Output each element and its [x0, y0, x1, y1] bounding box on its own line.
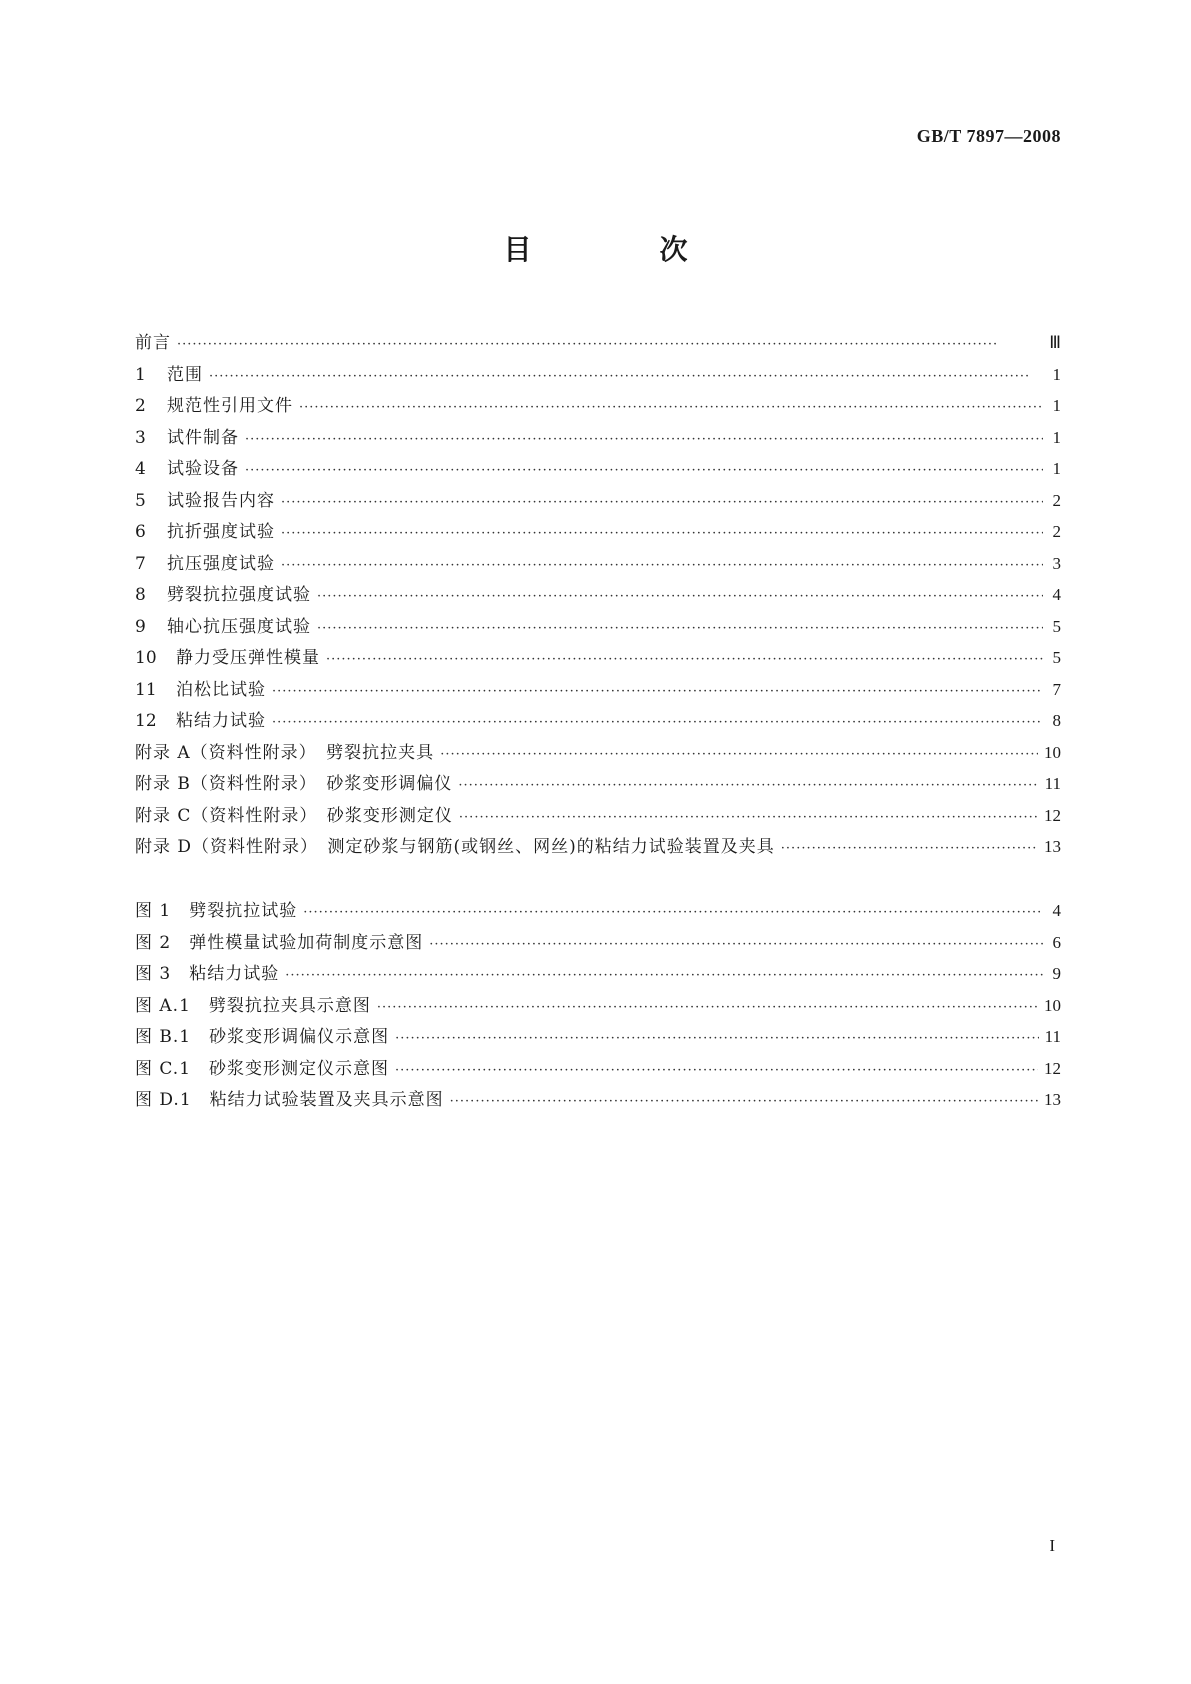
page-title: 目 次: [503, 233, 738, 266]
figure-entry[interactable]: [135, 990, 1061, 1022]
toc-entry-page: 8: [1052, 711, 1061, 730]
dot-leader: [281, 550, 1043, 582]
toc-entry-title: 试件制备: [167, 427, 239, 448]
toc-entry[interactable]: [135, 453, 1061, 485]
toc-entry-page: 4: [1052, 901, 1061, 920]
toc-entry-page: 9: [1052, 964, 1061, 983]
toc-entry-title: 粘结力试验: [176, 711, 266, 731]
toc-entry-page: 1: [1052, 427, 1061, 447]
toc-entry-title: 附录 A（资料性附录） 劈裂抗拉夹具: [135, 742, 435, 763]
toc-entry-title: 抗压强度试验: [167, 553, 275, 574]
toc-entry[interactable]: [135, 359, 1061, 391]
dot-leader: [781, 833, 1038, 865]
toc-entry-title: 图 B.1 砂浆变形调偏仪示意图: [135, 1027, 390, 1047]
toc-entry-title: 劈裂抗拉强度试验: [167, 585, 311, 605]
toc-entry-page: 10: [1044, 995, 1061, 1015]
toc-entry-number: 10: [135, 648, 157, 668]
toc-list: [135, 327, 1061, 863]
toc-entry-page: 11: [1044, 774, 1061, 793]
dot-leader: [245, 424, 1043, 456]
dot-leader: [440, 739, 1038, 771]
dot-leader: [458, 770, 1038, 802]
toc-entry-page: 4: [1052, 585, 1061, 604]
dot-leader: [395, 1023, 1039, 1055]
dot-leader: [317, 613, 1043, 645]
figure-entry[interactable]: [135, 958, 1061, 990]
toc-entry-title: 静力受压弹性模量: [176, 648, 320, 668]
figure-entry[interactable]: [135, 927, 1061, 959]
toc-entry[interactable]: [135, 579, 1061, 611]
dot-leader: [272, 707, 1043, 739]
toc-entry-page: 11: [1044, 1027, 1061, 1046]
toc-entry-title: 附录 B（资料性附录） 砂浆变形调偏仪: [135, 774, 453, 794]
dot-leader: [245, 455, 1043, 487]
dot-leader: [377, 992, 1038, 1024]
toc-entry-title: 附录 C（资料性附录） 砂浆变形测定仪: [135, 805, 453, 826]
figure-entry[interactable]: [135, 1053, 1061, 1085]
toc-entry-title: 规范性引用文件: [167, 396, 293, 416]
dot-leader: [299, 392, 1043, 424]
toc-entry[interactable]: [135, 674, 1061, 706]
toc-entry-title: 附录 D（资料性附录） 测定砂浆与钢筋(或钢丝、网丝)的粘结力试验装置及夹具: [135, 837, 775, 857]
toc-entry-page: 1: [1052, 396, 1061, 415]
toc-entry[interactable]: [135, 800, 1061, 832]
toc-entry-page: 2: [1052, 490, 1061, 510]
dot-leader: [459, 802, 1038, 834]
dot-leader: [317, 581, 1043, 613]
toc-entry-title: 图 A.1 劈裂抗拉夹具示意图: [135, 995, 371, 1016]
toc-entry-page: 7: [1052, 679, 1061, 699]
dot-leader: [281, 518, 1043, 550]
dot-leader: [429, 929, 1043, 961]
toc-entry[interactable]: [135, 611, 1061, 643]
toc-entry-number: 9: [135, 616, 146, 637]
toc-entry[interactable]: [135, 831, 1061, 863]
toc-entry-number: 5: [135, 490, 146, 511]
toc-entry-page: 1: [1052, 364, 1061, 384]
toc-entry-title: 图 C.1 砂浆变形测定仪示意图: [135, 1058, 390, 1079]
toc-entry-title: 轴心抗压强度试验: [167, 616, 311, 637]
toc-entry-number: 4: [135, 459, 146, 479]
toc-entry-title: 范围: [167, 364, 203, 385]
toc-entry[interactable]: [135, 705, 1061, 737]
dot-leader: [303, 897, 1043, 929]
dot-leader: [450, 1086, 1038, 1118]
toc-entry-title: 图 1 劈裂抗拉试验: [135, 901, 298, 921]
toc-entry-number: 2: [135, 396, 146, 416]
toc-entry[interactable]: [135, 768, 1061, 800]
toc-entry-number: 1: [135, 364, 146, 385]
toc-entry[interactable]: [135, 485, 1061, 517]
toc-entry[interactable]: [135, 327, 1061, 359]
toc-entry-number: 7: [135, 553, 146, 574]
toc-entry-title: 泊松比试验: [176, 679, 266, 700]
toc-entry-page: 13: [1044, 837, 1061, 856]
toc-entry-title: 试验报告内容: [167, 490, 275, 511]
toc-entry-number: 12: [135, 711, 157, 731]
toc-entry-title: 图 3 粘结力试验: [135, 964, 280, 984]
toc-entry-number: 3: [135, 427, 146, 448]
dot-leader: [285, 960, 1043, 992]
dot-leader: [177, 329, 1043, 361]
figure-entry[interactable]: [135, 1021, 1061, 1053]
toc-entry-title: 前言: [135, 333, 171, 353]
dot-leader: [326, 644, 1043, 676]
toc-entry[interactable]: [135, 642, 1061, 674]
dot-leader: [281, 487, 1043, 519]
figure-list: [135, 895, 1061, 1116]
toc-entry-page: 5: [1052, 616, 1061, 636]
toc-entry[interactable]: [135, 390, 1061, 422]
toc-entry-page: 5: [1052, 648, 1061, 667]
toc-entry[interactable]: [135, 548, 1061, 580]
toc-entry-page: 6: [1052, 932, 1061, 952]
toc-entry-title: 抗折强度试验: [167, 522, 275, 542]
toc-entry-page: 3: [1052, 553, 1061, 573]
toc-entry-page: 10: [1044, 742, 1061, 762]
page-number: I: [1049, 1536, 1055, 1555]
toc-entry-page: 1: [1052, 459, 1061, 478]
toc-entry-page: 12: [1044, 805, 1061, 825]
toc-entry[interactable]: [135, 737, 1061, 769]
toc-entry-title: 图 2 弹性模量试验加荷制度示意图: [135, 932, 424, 953]
dot-leader: [395, 1055, 1038, 1087]
dot-leader: [209, 361, 1043, 393]
figure-entry[interactable]: [135, 895, 1061, 927]
toc-entry-page: 2: [1052, 522, 1061, 541]
toc-entry-page: Ⅲ: [1049, 333, 1061, 352]
figure-entry[interactable]: [135, 1084, 1061, 1116]
toc-entry-number: 6: [135, 522, 146, 542]
standard-code: GB/T 7897—2008: [916, 126, 1061, 146]
toc-entry[interactable]: [135, 516, 1061, 548]
toc-entry-title: 图 D.1 粘结力试验装置及夹具示意图: [135, 1090, 444, 1110]
toc-entry[interactable]: [135, 422, 1061, 454]
toc-entry-title: 试验设备: [167, 459, 239, 479]
dot-leader: [272, 676, 1043, 708]
toc-entry-page: 13: [1044, 1090, 1061, 1109]
toc-entry-number: 11: [135, 679, 157, 700]
toc-entry-number: 8: [135, 585, 146, 605]
toc-entry-page: 12: [1044, 1058, 1061, 1078]
